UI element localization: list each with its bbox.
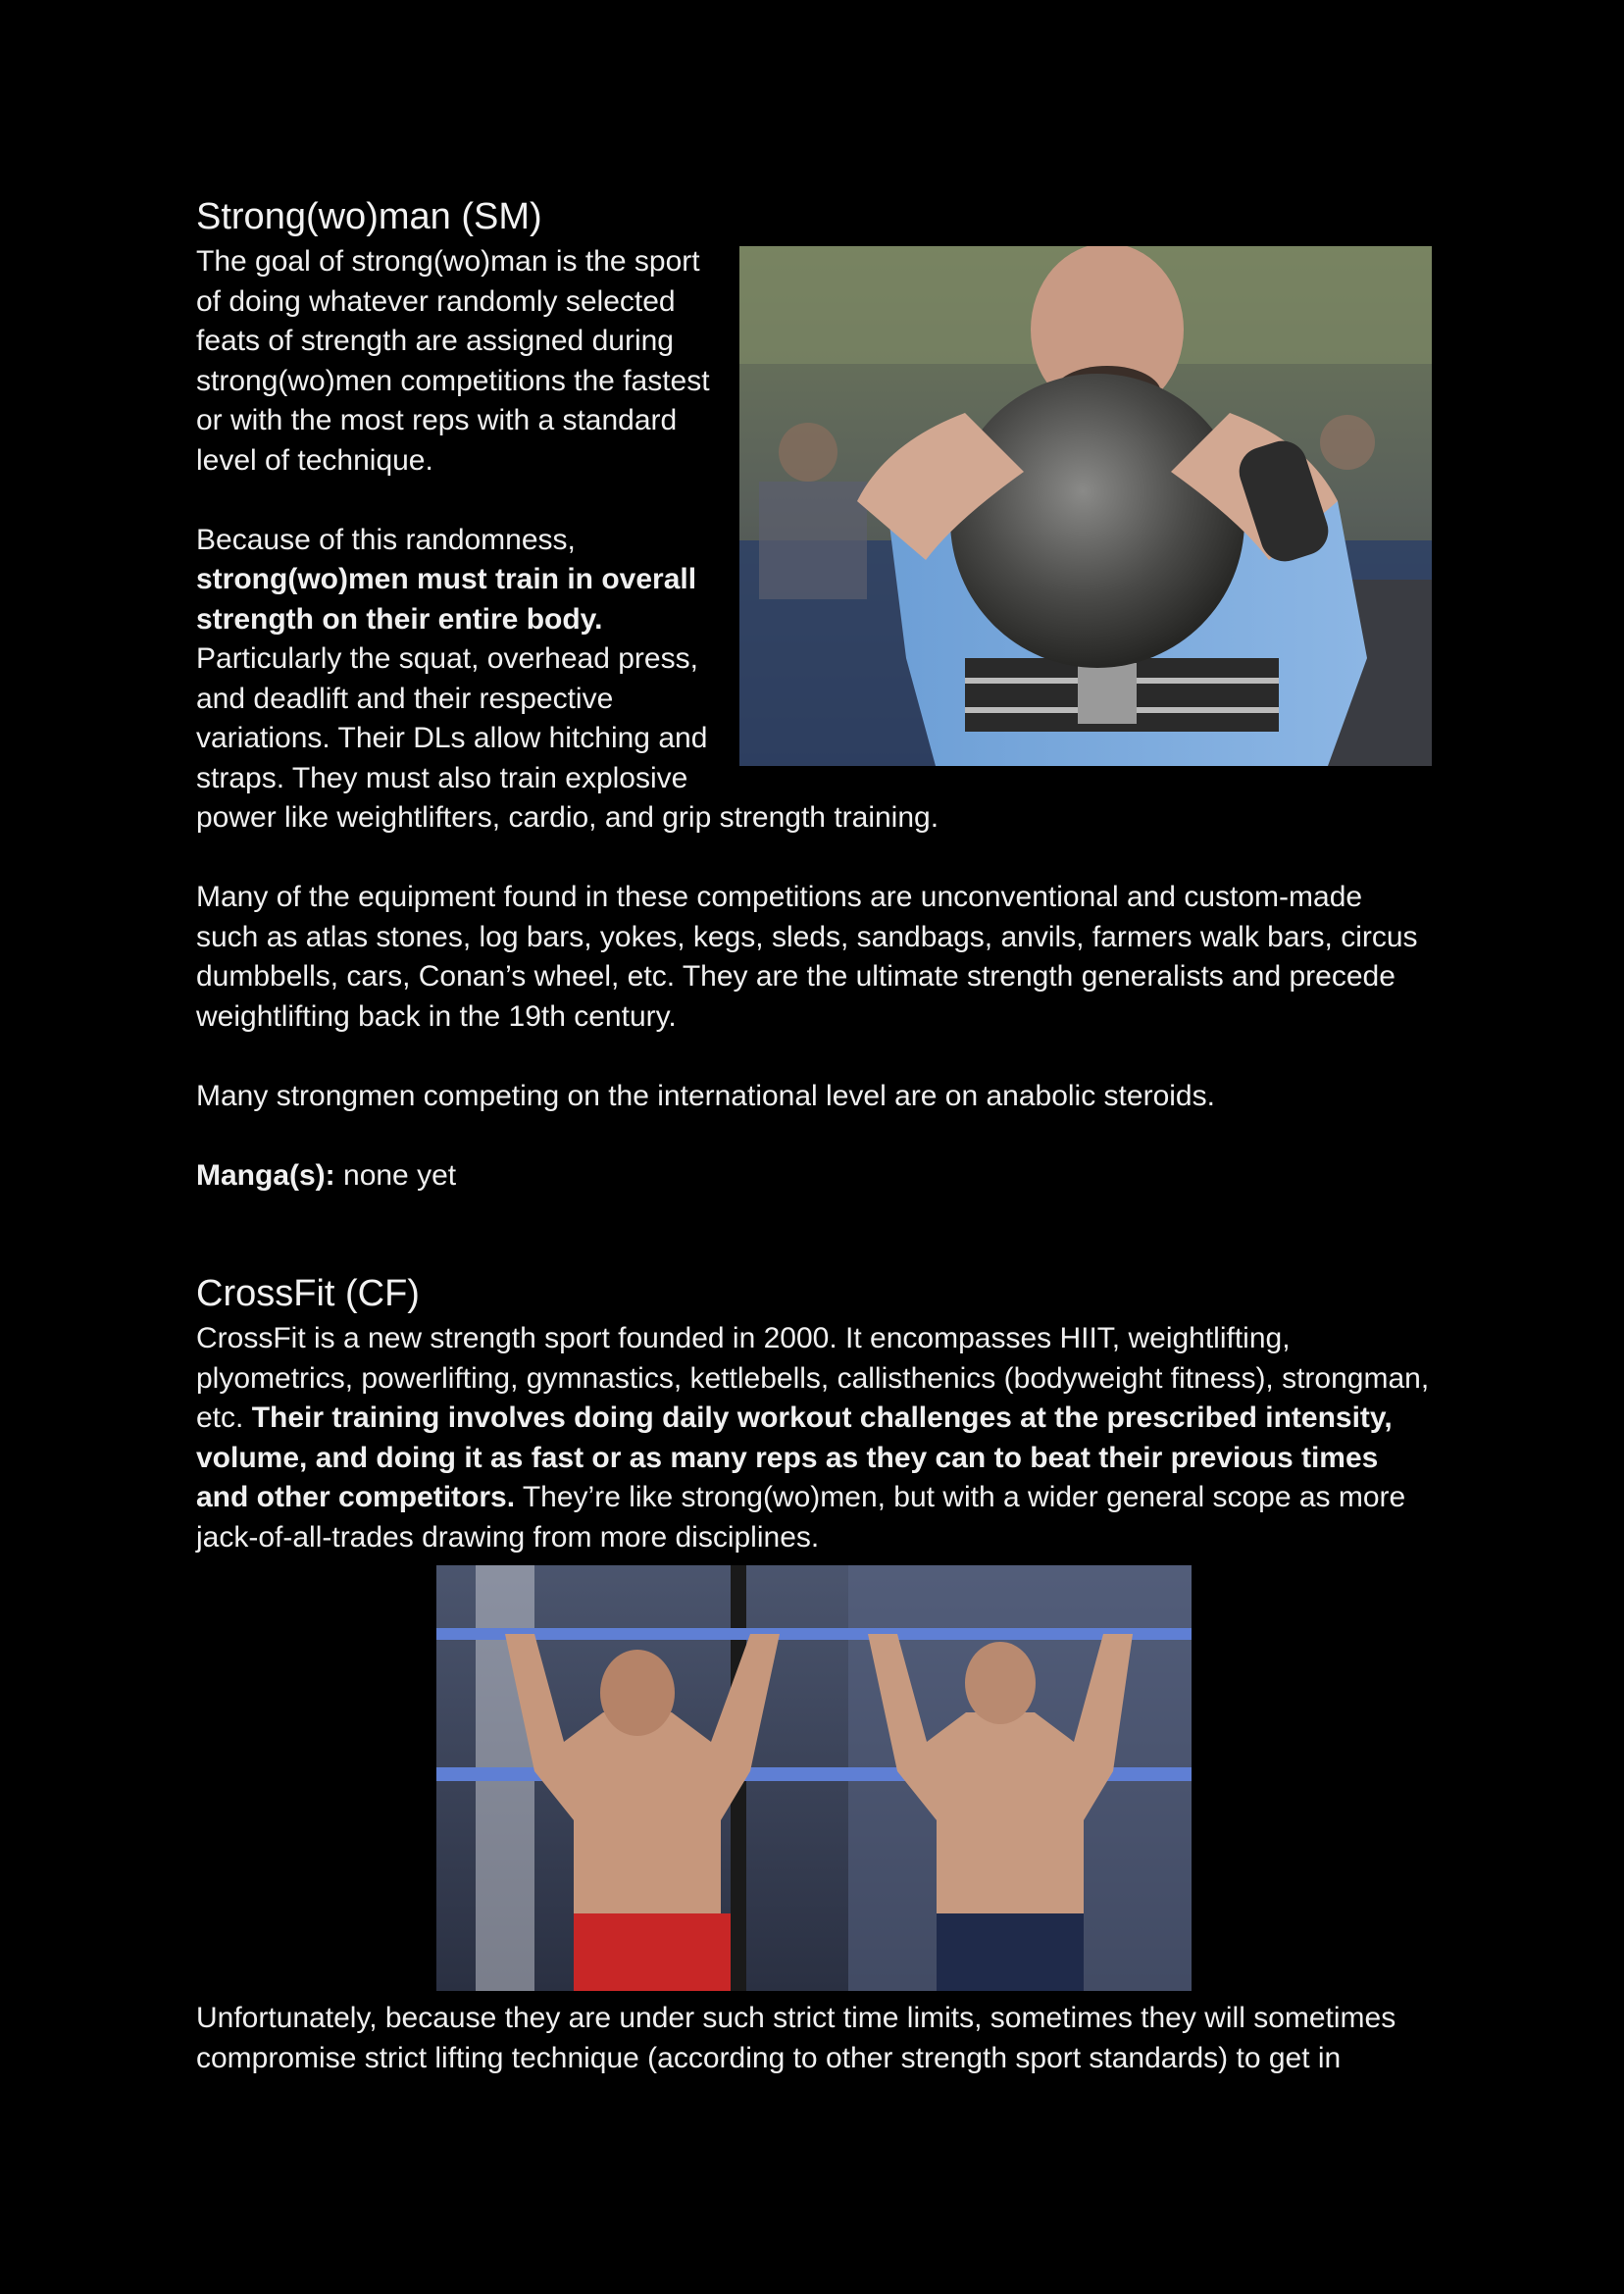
document-page: [196, 191, 1432, 2078]
crossfit-paragraph-1: [196, 1319, 1432, 1557]
strongman-p2-intro: Because of this randomness,: [196, 523, 576, 556]
manga-value: none yet: [334, 1158, 457, 1192]
strongman-paragraph-3: Many of the equipment found in these competitions are unconventional and custom-made such as atlas stones, log bars, yokes, kegs, sleds, sandbags, anvils, farmers walk bars, circus dumbbells, cars, Conan’s wheel, etc. They are the ultimate strength generalists and precede weightlifting back in the 19th century.: [196, 881, 1418, 1033]
crossfit-photo-illustration: [436, 1565, 1192, 1991]
crossfit-pullup-photo: [436, 1565, 1192, 1991]
crossfit-p1-emphasis: Their training involves doing daily workout challenges at the prescribed intensity, volume, and doing it as fast or as many reps as they can to beat their previous times and other competitors.: [196, 1402, 1393, 1513]
crossfit-heading: CrossFit (CF): [196, 1273, 420, 1314]
manga-label: Manga(s):: [196, 1158, 335, 1192]
crossfit-section: [196, 1268, 1432, 2078]
strongman-paragraph-1: The goal of strong(wo)man is the sport of doing whatever randomly selected feats of strength are assigned during strong(wo)men competitions the fastest or with the most reps with a standard level of technique.: [196, 245, 710, 477]
crossfit-paragraph-2: Unfortunately, because they are under such strict time limits, sometimes they will sometimes compromise strict lifting technique (according to other strength sport standards) to get in: [196, 2002, 1396, 2074]
strongman-p2-emphasis: strong(wo)men must train in overall strength on their entire body.: [196, 563, 697, 636]
strongman-photo-illustration: [739, 246, 1432, 766]
crossfit-p1-intro: CrossFit is a new strength sport founded in 2000. It encompasses HIIT, weightlifting, plyometrics, powerlifting, gymnastics, kettlebells, callisthenics (bodyweight fitness), strongman, etc.: [196, 1322, 1430, 1434]
crossfit-p1-rest: They’re like strong(wo)men, but with a wider general scope as more jack-of-all-trades drawing from more disciplines.: [196, 1481, 1406, 1554]
strongman-manga-line: [196, 1156, 1432, 1197]
strongman-paragraph-4: Many strongmen competing on the international level are on anabolic steroids.: [196, 1079, 1215, 1112]
strongman-heading: Strong(wo)man (SM): [196, 196, 542, 237]
strongman-atlas-stone-photo: [739, 246, 1432, 766]
strongman-p2-rest: Particularly the squat, overhead press, and deadlift and their respective variations. Their DLs allow hitching and straps. They must also train explosive power like weightlifters, cardio, and grip strength training.: [196, 642, 939, 834]
